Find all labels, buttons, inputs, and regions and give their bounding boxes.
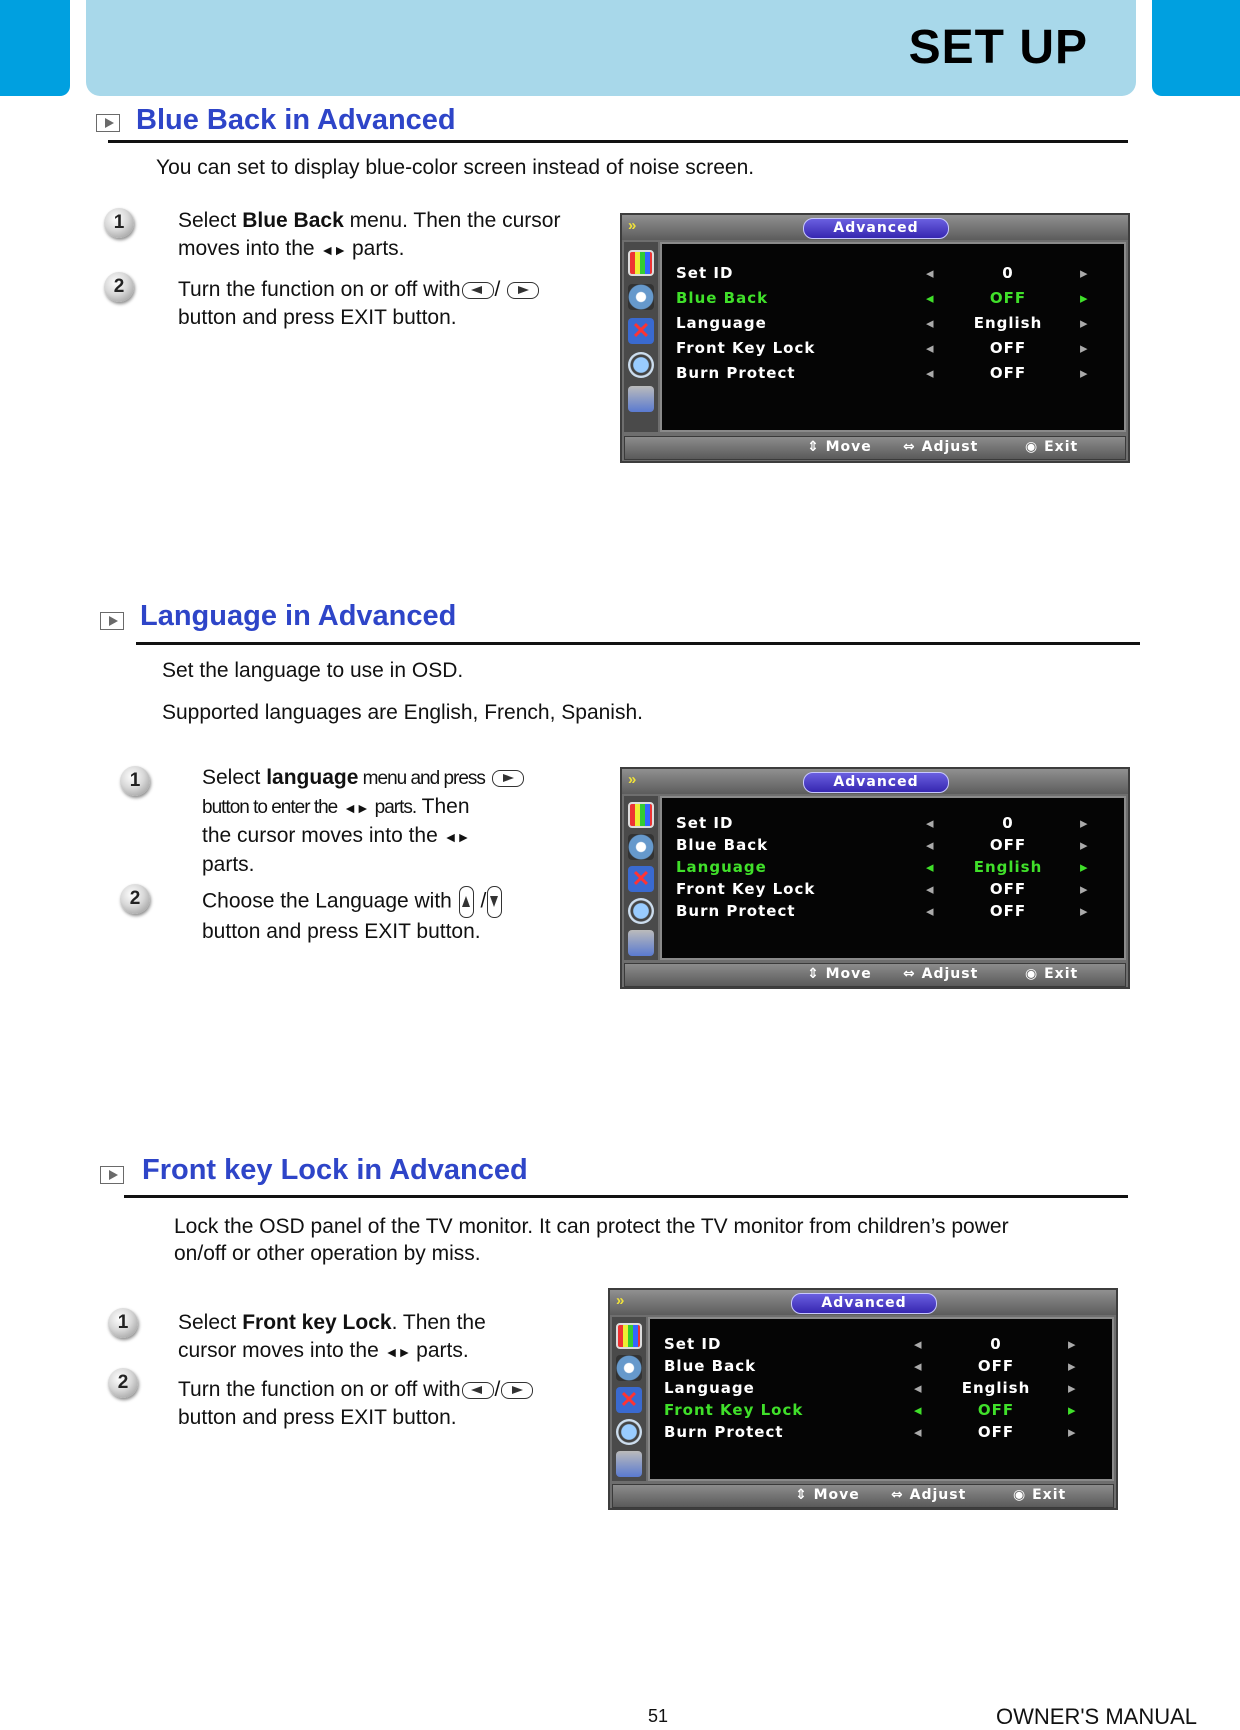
exit-hint: ◉ Exit [1025,966,1079,982]
left-right-arrows-icon: ◄► [384,1344,411,1360]
osd-advanced-menu [608,1288,1118,1510]
tv-icon [628,386,654,412]
osd-row-value: English [961,1379,1031,1397]
left-arrow-icon: ◂ [926,314,935,332]
osd-hint-bar [612,1484,1114,1508]
step-badge: 1 [104,208,134,238]
adjust-hint: ⇔ Adjust [891,1487,967,1503]
left-arrow-icon: ◂ [926,264,935,282]
right-arrow-icon: ▸ [1080,858,1089,876]
osd-sidebar [624,242,658,432]
left-arrow-icon: ◂ [914,1335,923,1353]
osd-row-value: OFF [989,836,1027,854]
section-intro: You can set to display blue-color screen instead of noise screen. [156,156,755,179]
section-title-language: Language in Advanced [140,600,457,632]
osd-row-label: Language [664,1379,755,1397]
osd-row-value: OFF [989,364,1027,382]
play-bullet-icon [100,1166,124,1184]
step-text: Turn the function on or off with / button and press EXIT button. [178,1376,598,1432]
osd-row-value: 0 [1002,814,1014,832]
right-arrow-icon: ▸ [1080,289,1089,307]
osd-row-value: OFF [977,1401,1015,1419]
step-badge: 1 [120,766,150,796]
osd-row-label: Front Key Lock [676,339,816,357]
right-arrow-icon: ▸ [1080,314,1089,332]
step-badge: 2 [120,884,150,914]
play-bullet-icon [96,114,120,132]
right-arrow-icon: ▸ [1068,1423,1077,1441]
section-rule [124,1195,1128,1198]
page-title: SET UP [908,21,1088,74]
section-title-front-key-lock: Front key Lock in Advanced [142,1154,528,1186]
osd-tab: Advanced [803,772,949,793]
section-rule [108,140,1128,143]
osd-hint-bar [624,963,1126,987]
chevron-right-icon: » [628,771,633,788]
osd-hint-bar [624,436,1126,460]
step-text: Select language menu and press button to enter the ◄► parts. Then the cursor moves into the ◄► parts. [202,764,582,879]
osd-row-value: English [973,314,1043,332]
section-title-blue-back: Blue Back in Advanced [136,104,456,136]
osd-row-label: Blue Back [676,836,769,854]
osd-tab: Advanced [803,218,949,239]
tools-icon: ✕ [628,866,654,892]
left-arrow-icon: ◂ [926,902,935,920]
left-arrow-icon: ◂ [914,1401,923,1419]
osd-advanced-menu [620,213,1130,463]
osd-row-label: Front Key Lock [676,880,816,898]
left-arrow-icon: ◂ [914,1357,923,1375]
step-text: Select Blue Back menu. Then the cursor moves into the ◄► parts. [178,209,561,260]
osd-row-value: OFF [989,902,1027,920]
left-right-arrows-icon: ◄► [443,829,470,845]
osd-advanced-menu [620,767,1130,989]
up-button-icon [459,886,474,918]
right-arrow-icon: ▸ [1068,1401,1077,1419]
osd-row-value: OFF [989,339,1027,357]
right-arrow-icon: ▸ [1080,264,1089,282]
section-intro: Lock the OSD panel of the TV monitor. It can protect the TV monitor from children’s power [174,1215,1009,1238]
left-right-arrows-icon: ◄► [343,800,369,816]
osd-row-label: Set ID [676,264,734,282]
header-accent-right [1152,0,1240,96]
adjust-hint: ⇔ Adjust [903,966,979,982]
right-arrow-icon: ▸ [1080,836,1089,854]
right-arrow-icon: ▸ [1068,1335,1077,1353]
section-intro: Supported languages are English, French, Spanish. [162,701,643,724]
tv-icon [628,930,654,956]
right-arrow-icon: ▸ [1080,814,1089,832]
osd-panel [648,1317,1114,1481]
osd-row-value: 0 [1002,264,1014,282]
right-arrow-icon: ▸ [1080,339,1089,357]
osd-row-label: Blue Back [664,1357,757,1375]
left-arrow-icon: ◂ [926,836,935,854]
osd-row-label: Burn Protect [664,1423,784,1441]
osd-row-label: Front Key Lock [664,1401,804,1419]
section-rule [136,642,1140,645]
left-arrow-icon: ◂ [914,1423,923,1441]
play-bullet-icon [100,612,124,630]
chevron-right-icon: » [616,1292,621,1309]
osd-sidebar [612,1317,646,1481]
osd-row-value: OFF [977,1423,1015,1441]
step-badge: 2 [108,1368,138,1398]
tools-icon: ✕ [616,1387,642,1413]
osd-row-label: Set ID [664,1335,722,1353]
tools-icon: ✕ [628,318,654,344]
left-button-icon [462,282,494,299]
section-intro: Set the language to use in OSD. [162,659,464,682]
osd-row-label: Language [676,858,767,876]
right-button-icon [507,282,539,299]
right-arrow-icon: ▸ [1080,902,1089,920]
left-button-icon [462,1382,494,1399]
right-button-icon [492,770,524,787]
sound-icon [616,1355,642,1381]
left-right-arrows-icon: ◄► [320,242,347,258]
osd-row-label: Set ID [676,814,734,832]
right-arrow-icon: ▸ [1068,1357,1077,1375]
manual-label: OWNER'S MANUAL [996,1704,1197,1729]
osd-sidebar [624,796,658,960]
step-text: Turn the function on or off with / button and press EXIT button. [178,276,598,332]
clock-icon [616,1419,642,1445]
section-intro: on/off or other operation by miss. [174,1242,481,1265]
osd-row-label: Language [676,314,767,332]
right-button-icon [501,1382,533,1399]
sound-icon [628,284,654,310]
right-arrow-icon: ▸ [1080,364,1089,382]
step-text: Choose the Language with / button and press EXIT button. [202,886,602,946]
move-hint: ⇕ Move [795,1487,860,1503]
left-arrow-icon: ◂ [926,858,935,876]
clock-icon [628,352,654,378]
picture-icon [628,802,654,828]
left-arrow-icon: ◂ [926,289,935,307]
left-arrow-icon: ◂ [926,880,935,898]
osd-tab: Advanced [791,1293,937,1314]
step-badge: 2 [104,272,134,302]
osd-row-value: OFF [989,289,1027,307]
osd-row-value: OFF [977,1357,1015,1375]
down-button-icon [487,886,502,918]
osd-row-label: Blue Back [676,289,769,307]
step-text: Select Front key Lock. Then the cursor moves into the ◄► parts. [178,1311,486,1362]
sound-icon [628,834,654,860]
move-hint: ⇕ Move [807,439,872,455]
left-arrow-icon: ◂ [914,1379,923,1397]
exit-hint: ◉ Exit [1013,1487,1067,1503]
osd-panel [660,796,1126,960]
picture-icon [628,250,654,276]
move-hint: ⇕ Move [807,966,872,982]
left-arrow-icon: ◂ [926,814,935,832]
left-arrow-icon: ◂ [926,339,935,357]
right-arrow-icon: ▸ [1068,1379,1077,1397]
left-arrow-icon: ◂ [926,364,935,382]
osd-panel [660,242,1126,432]
osd-row-value: OFF [989,880,1027,898]
right-arrow-icon: ▸ [1080,880,1089,898]
osd-row-label: Burn Protect [676,364,796,382]
header-accent-left [0,0,70,96]
chevron-right-icon: » [628,217,633,234]
step-badge: 1 [108,1308,138,1338]
exit-hint: ◉ Exit [1025,439,1079,455]
clock-icon [628,898,654,924]
picture-icon [616,1323,642,1349]
osd-row-value: 0 [990,1335,1002,1353]
tv-icon [616,1451,642,1477]
osd-row-label: Burn Protect [676,902,796,920]
page-number: 51 [648,1706,669,1726]
adjust-hint: ⇔ Adjust [903,439,979,455]
osd-row-value: English [973,858,1043,876]
